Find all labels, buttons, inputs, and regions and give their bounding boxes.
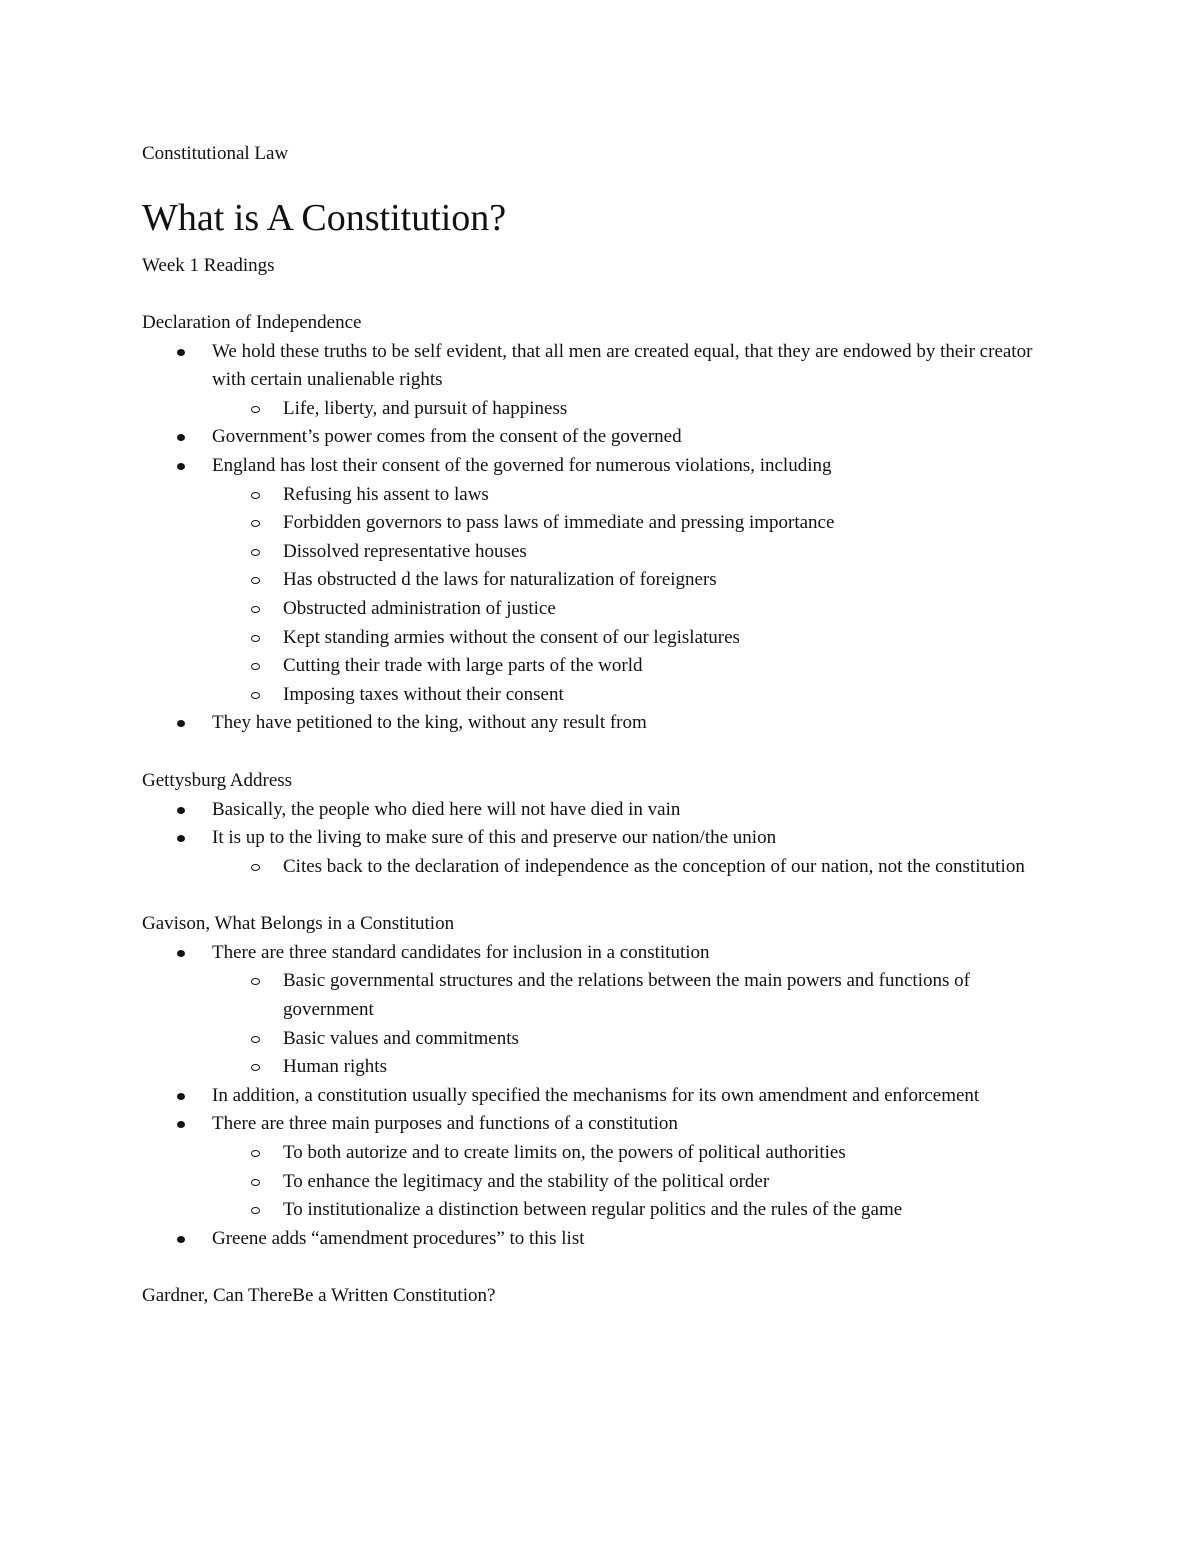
hollow-bullet-icon xyxy=(251,978,260,985)
sub-list-item xyxy=(212,967,1052,1024)
sub-list-item-text: Obstructed administration of justice xyxy=(283,597,556,619)
section-gavison-what-belongs-in-a-constitution xyxy=(142,910,1052,1253)
filled-bullet-icon xyxy=(177,463,185,470)
hollow-bullet-icon xyxy=(251,577,260,584)
filled-bullet-icon xyxy=(177,1236,185,1243)
section-heading: Gardner, Can ThereBe a Written Constitution? xyxy=(142,1285,496,1307)
filled-bullet-icon xyxy=(177,835,185,842)
list-item xyxy=(142,824,1052,881)
filled-bullet-icon xyxy=(177,1121,185,1128)
hollow-bullet-icon xyxy=(251,692,260,699)
filled-bullet-icon xyxy=(177,434,185,441)
sub-bullet-list xyxy=(212,395,1052,424)
sub-list-item-text: Refusing his assent to laws xyxy=(283,483,489,505)
hollow-bullet-icon xyxy=(251,864,260,871)
document-body xyxy=(142,140,1052,1311)
sub-list-item xyxy=(212,395,1052,424)
sub-list-item xyxy=(212,1139,1052,1168)
list-item-text: England has lost their consent of the governed for numerous violations, including xyxy=(212,454,832,476)
sub-list-item-text: Kept standing armies without the consent of our legislatures xyxy=(283,626,740,648)
sub-list-item xyxy=(212,566,1052,595)
sub-list-item xyxy=(212,538,1052,567)
bullet-list xyxy=(142,338,1052,738)
filled-bullet-icon xyxy=(177,807,185,814)
sub-list-item xyxy=(212,1025,1052,1054)
list-item-text: Basically, the people who died here will not have died in vain xyxy=(212,798,681,820)
sub-list-item-text: To both autorize and to create limits on, the powers of political authorities xyxy=(283,1142,846,1164)
section-declaration-of-independence xyxy=(142,309,1052,738)
sub-list-item-text: Cites back to the declaration of independence as the conception of our nation, not the constitution xyxy=(283,855,1025,877)
hollow-bullet-icon xyxy=(251,492,260,499)
sub-bullet-list xyxy=(212,1139,1052,1225)
list-item-text: They have petitioned to the king, without any result from xyxy=(212,712,647,734)
sub-list-item xyxy=(212,652,1052,681)
section-heading: Gettysburg Address xyxy=(142,769,293,791)
hollow-bullet-icon xyxy=(251,520,260,527)
sub-list-item xyxy=(212,481,1052,510)
sub-list-item-text: Basic values and commitments xyxy=(283,1027,519,1049)
hollow-bullet-icon xyxy=(251,1064,260,1071)
filled-bullet-icon xyxy=(177,1093,185,1100)
sub-list-item xyxy=(212,509,1052,538)
filled-bullet-icon xyxy=(177,950,185,957)
section-heading: Declaration of Independence xyxy=(142,312,362,333)
list-item-text: Government’s power comes from the consent of the governed xyxy=(212,426,682,448)
bullet-list xyxy=(142,796,1052,882)
hollow-bullet-icon xyxy=(251,406,260,413)
hollow-bullet-icon xyxy=(251,1150,260,1157)
list-item xyxy=(142,1082,1052,1111)
sub-list-item-text: To institutionalize a distinction between regular politics and the rules of the game xyxy=(283,1199,903,1221)
hollow-bullet-icon xyxy=(251,635,260,642)
sub-list-item-text: Life, liberty, and pursuit of happiness xyxy=(283,397,568,419)
filled-bullet-icon xyxy=(177,349,185,356)
section-gardner-can-therebe-a-written-constituti xyxy=(142,1282,1052,1311)
list-item-text: Greene adds “amendment procedures” to this list xyxy=(212,1227,585,1249)
sub-list-item-text: To enhance the legitimacy and the stability of the political order xyxy=(283,1170,770,1192)
sub-list-item xyxy=(212,1053,1052,1082)
list-item-text: In addition, a constitution usually specified the mechanisms for its own amendment and enforcement xyxy=(212,1084,980,1106)
list-item xyxy=(142,338,1052,424)
hollow-bullet-icon xyxy=(251,663,260,670)
filled-bullet-icon xyxy=(177,720,185,727)
sub-list-item-text: Has obstructed d the laws for naturalization of foreigners xyxy=(283,569,717,591)
sub-list-item xyxy=(212,624,1052,653)
sub-list-item-text: Cutting their trade with large parts of the world xyxy=(283,655,643,677)
list-item xyxy=(142,423,1052,452)
sub-list-item xyxy=(212,595,1052,624)
sub-list-item xyxy=(212,1196,1052,1225)
sub-list-item-text: Basic governmental structures and the relations between the main powers and functions of government xyxy=(283,970,970,1021)
notes-sections xyxy=(142,309,1052,1311)
hollow-bullet-icon xyxy=(251,549,260,556)
hollow-bullet-icon xyxy=(251,1036,260,1043)
page-title: What is A Constitution? xyxy=(142,197,507,239)
list-item xyxy=(142,796,1052,825)
sub-bullet-list xyxy=(212,967,1052,1081)
sub-bullet-list xyxy=(212,481,1052,710)
list-item-text: We hold these truths to be self evident, that all men are created equal, that they are endowed by their creator with certain unalienable rights xyxy=(212,340,1033,391)
page-subtitle: Week 1 Readings xyxy=(142,255,275,276)
list-item-text: It is up to the living to make sure of this and preserve our nation/the union xyxy=(212,827,777,849)
list-item xyxy=(142,939,1052,1082)
list-item xyxy=(142,709,1052,738)
hollow-bullet-icon xyxy=(251,1207,260,1214)
list-item-text: There are three standard candidates for inclusion in a constitution xyxy=(212,941,710,963)
sub-bullet-list xyxy=(212,853,1052,882)
sub-list-item xyxy=(212,1168,1052,1197)
sub-list-item xyxy=(212,853,1052,882)
sub-list-item xyxy=(212,681,1052,710)
list-item xyxy=(142,452,1052,709)
list-item xyxy=(142,1225,1052,1254)
list-item-text: There are three main purposes and functions of a constitution xyxy=(212,1113,678,1135)
sub-list-item-text: Imposing taxes without their consent xyxy=(283,683,564,705)
section-heading: Gavison, What Belongs in a Constitution xyxy=(142,913,455,935)
section-gettysburg-address xyxy=(142,767,1052,881)
hollow-bullet-icon xyxy=(251,606,260,613)
list-item xyxy=(142,1110,1052,1224)
sub-list-item-text: Human rights xyxy=(283,1056,387,1078)
hollow-bullet-icon xyxy=(251,1179,260,1186)
bullet-list xyxy=(142,939,1052,1254)
course-label: Constitutional Law xyxy=(142,143,289,164)
sub-list-item-text: Forbidden governors to pass laws of immediate and pressing importance xyxy=(283,512,835,534)
sub-list-item-text: Dissolved representative houses xyxy=(283,540,527,562)
